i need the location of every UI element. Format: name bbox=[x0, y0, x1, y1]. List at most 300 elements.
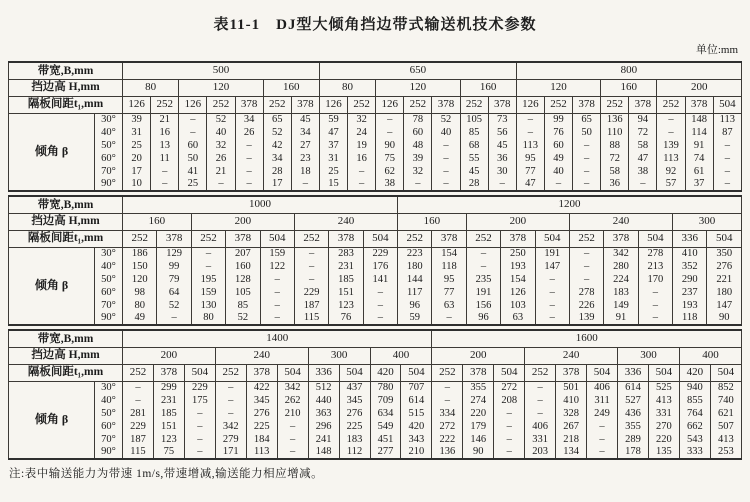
capacity-value: 118 bbox=[673, 312, 707, 325]
capacity-value: 16 bbox=[348, 152, 376, 165]
partition-spacing-value: 378 bbox=[463, 364, 494, 381]
capacity-value: 221 bbox=[707, 273, 742, 286]
capacity-value: 40 bbox=[432, 126, 460, 139]
capacity-value: 141 bbox=[363, 273, 397, 286]
side-height-value: 80 bbox=[123, 79, 179, 96]
capacity-value: 180 bbox=[707, 286, 742, 299]
capacity-value: 156 bbox=[466, 299, 500, 312]
partition-spacing-value: 378 bbox=[685, 96, 713, 113]
partition-spacing-value: 504 bbox=[535, 230, 569, 247]
capacity-value: – bbox=[207, 178, 235, 191]
row-label-partition-spacing: 隔板间距t₁,mm bbox=[9, 364, 123, 381]
capacity-value: 183 bbox=[604, 286, 638, 299]
capacity-value: 80 bbox=[123, 299, 157, 312]
capacity-value: 62 bbox=[376, 165, 404, 178]
capacity-value: – bbox=[432, 178, 460, 191]
unit-label: 单位:mm bbox=[695, 44, 738, 56]
capacity-value: 75 bbox=[376, 152, 404, 165]
capacity-value: 272 bbox=[494, 381, 525, 394]
row-label-side-height: 挡边高 H,mm bbox=[9, 347, 123, 364]
row-label-partition-spacing: 隔板间距t₁,mm bbox=[9, 230, 123, 247]
capacity-value: 50 bbox=[573, 126, 601, 139]
partition-spacing-value: 252 bbox=[191, 230, 225, 247]
partition-spacing-value: 378 bbox=[153, 364, 184, 381]
band-width-value: 800 bbox=[516, 62, 741, 79]
capacity-value: 515 bbox=[401, 407, 432, 420]
capacity-value: 38 bbox=[629, 165, 657, 178]
capacity-value: 223 bbox=[398, 247, 432, 260]
capacity-value: 940 bbox=[679, 381, 710, 394]
row-label-incline-angle: 倾角 β bbox=[9, 247, 95, 325]
partition-spacing-value: 126 bbox=[179, 96, 207, 113]
capacity-value: 94 bbox=[629, 113, 657, 126]
row-label-band-width: 带宽,B,mm bbox=[9, 196, 123, 213]
partition-spacing-value: 252 bbox=[348, 96, 376, 113]
capacity-value: 134 bbox=[556, 446, 587, 459]
capacity-value: – bbox=[587, 433, 618, 446]
capacity-value: 60 bbox=[404, 126, 432, 139]
capacity-value: 78 bbox=[404, 113, 432, 126]
capacity-value: – bbox=[291, 178, 319, 191]
capacity-value: 250 bbox=[501, 247, 535, 260]
capacity-value: 740 bbox=[710, 394, 741, 407]
capacity-value: – bbox=[494, 433, 525, 446]
capacity-value: 662 bbox=[679, 420, 710, 433]
capacity-value: 527 bbox=[618, 394, 649, 407]
capacity-value: 193 bbox=[673, 299, 707, 312]
capacity-value: 72 bbox=[601, 152, 629, 165]
capacity-value: – bbox=[294, 273, 328, 286]
capacity-value: – bbox=[638, 312, 672, 325]
partition-spacing-value: 252 bbox=[123, 230, 157, 247]
row-label-incline-angle: 倾角 β bbox=[9, 381, 95, 459]
partition-spacing-value: 252 bbox=[544, 96, 572, 113]
capacity-value: 311 bbox=[587, 394, 618, 407]
capacity-value: 249 bbox=[587, 407, 618, 420]
capacity-value: 85 bbox=[226, 299, 260, 312]
side-height-value: 80 bbox=[319, 79, 375, 96]
capacity-value: 235 bbox=[466, 273, 500, 286]
capacity-value: – bbox=[184, 407, 215, 420]
capacity-value: – bbox=[569, 273, 603, 286]
capacity-value: – bbox=[432, 312, 466, 325]
capacity-value: 231 bbox=[153, 394, 184, 407]
capacity-value: 37 bbox=[319, 139, 347, 152]
capacity-value: 543 bbox=[679, 433, 710, 446]
capacity-value: 65 bbox=[573, 113, 601, 126]
capacity-value: 276 bbox=[707, 260, 742, 273]
capacity-value: 195 bbox=[191, 273, 225, 286]
capacity-value: – bbox=[184, 433, 215, 446]
capacity-value: 159 bbox=[260, 247, 294, 260]
capacity-value: 350 bbox=[707, 247, 742, 260]
capacity-value: 95 bbox=[432, 273, 466, 286]
capacity-value: – bbox=[191, 260, 225, 273]
capacity-value: – bbox=[638, 286, 672, 299]
capacity-value: 420 bbox=[401, 420, 432, 433]
partition-spacing-value: 336 bbox=[308, 364, 339, 381]
capacity-value: – bbox=[184, 420, 215, 433]
capacity-value: 331 bbox=[648, 407, 679, 420]
capacity-value: 355 bbox=[618, 420, 649, 433]
partition-spacing-value: 252 bbox=[215, 364, 246, 381]
capacity-value: – bbox=[260, 273, 294, 286]
capacity-value: 229 bbox=[184, 381, 215, 394]
capacity-value: – bbox=[525, 407, 556, 420]
capacity-value: 17 bbox=[263, 178, 291, 191]
capacity-value: 105 bbox=[460, 113, 488, 126]
capacity-value: 48 bbox=[404, 139, 432, 152]
capacity-value: 191 bbox=[535, 247, 569, 260]
partition-spacing-value: 252 bbox=[263, 96, 291, 113]
partition-spacing-value: 378 bbox=[432, 230, 466, 247]
capacity-value: 25 bbox=[319, 165, 347, 178]
partition-spacing-value: 252 bbox=[123, 364, 154, 381]
capacity-value: 123 bbox=[153, 433, 184, 446]
capacity-value: 147 bbox=[535, 260, 569, 273]
capacity-value: 34 bbox=[235, 113, 263, 126]
capacity-value: 270 bbox=[648, 420, 679, 433]
partition-spacing-value: 252 bbox=[432, 364, 463, 381]
capacity-value: 299 bbox=[153, 381, 184, 394]
partition-spacing-value: 378 bbox=[246, 364, 277, 381]
capacity-value: 91 bbox=[685, 139, 713, 152]
capacity-value: 77 bbox=[432, 286, 466, 299]
capacity-value: 148 bbox=[308, 446, 339, 459]
side-height-value: 400 bbox=[370, 347, 432, 364]
capacity-value: 290 bbox=[673, 273, 707, 286]
angle-value: 40° bbox=[95, 260, 123, 273]
capacity-value: – bbox=[494, 407, 525, 420]
capacity-value: – bbox=[535, 299, 569, 312]
capacity-value: – bbox=[569, 247, 603, 260]
spec-table-section-3 bbox=[8, 329, 742, 460]
capacity-value: 437 bbox=[339, 381, 370, 394]
side-height-value: 160 bbox=[263, 79, 319, 96]
capacity-value: 58 bbox=[601, 165, 629, 178]
capacity-value: 99 bbox=[544, 113, 572, 126]
capacity-value: 634 bbox=[370, 407, 401, 420]
capacity-value: – bbox=[277, 433, 308, 446]
capacity-value: – bbox=[544, 178, 572, 191]
capacity-value: 45 bbox=[460, 165, 488, 178]
capacity-value: 23 bbox=[291, 152, 319, 165]
capacity-value: – bbox=[363, 312, 397, 325]
capacity-value: 175 bbox=[184, 394, 215, 407]
capacity-value: – bbox=[535, 286, 569, 299]
capacity-value: 187 bbox=[123, 433, 154, 446]
capacity-value: – bbox=[535, 273, 569, 286]
capacity-value: 225 bbox=[246, 420, 277, 433]
angle-value: 60° bbox=[95, 420, 123, 433]
capacity-value: 176 bbox=[363, 260, 397, 273]
capacity-value: – bbox=[573, 139, 601, 152]
capacity-value: – bbox=[573, 152, 601, 165]
partition-spacing-value: 252 bbox=[601, 96, 629, 113]
capacity-value: 56 bbox=[488, 126, 516, 139]
footnote: 注:表中输送能力为带速 1m/s,带速增减,输送能力相应增减。 bbox=[9, 468, 324, 480]
capacity-value: 91 bbox=[604, 312, 638, 325]
capacity-value: 179 bbox=[463, 420, 494, 433]
capacity-value: – bbox=[713, 139, 741, 152]
capacity-value: – bbox=[151, 178, 179, 191]
side-height-value: 240 bbox=[525, 347, 618, 364]
side-height-value: 120 bbox=[376, 79, 460, 96]
capacity-value: 15 bbox=[319, 178, 347, 191]
capacity-value: 45 bbox=[488, 139, 516, 152]
partition-spacing-value: 504 bbox=[648, 364, 679, 381]
capacity-value: – bbox=[466, 260, 500, 273]
partition-spacing-value: 336 bbox=[673, 230, 707, 247]
capacity-value: 852 bbox=[710, 381, 741, 394]
partition-spacing-value: 336 bbox=[618, 364, 649, 381]
capacity-value: 113 bbox=[516, 139, 544, 152]
capacity-value: – bbox=[432, 152, 460, 165]
capacity-value: 507 bbox=[710, 420, 741, 433]
band-width-value: 1400 bbox=[123, 330, 432, 347]
capacity-value: 110 bbox=[601, 126, 629, 139]
capacity-value: – bbox=[215, 407, 246, 420]
capacity-value: – bbox=[215, 394, 246, 407]
capacity-value: 72 bbox=[629, 126, 657, 139]
capacity-value: 406 bbox=[525, 420, 556, 433]
angle-value: 50° bbox=[95, 407, 123, 420]
capacity-value: 136 bbox=[601, 113, 629, 126]
partition-spacing-value: 504 bbox=[707, 230, 742, 247]
capacity-value: 210 bbox=[401, 446, 432, 459]
capacity-value: – bbox=[348, 165, 376, 178]
capacity-value: 120 bbox=[123, 273, 157, 286]
capacity-value: 187 bbox=[294, 299, 328, 312]
capacity-value: 855 bbox=[679, 394, 710, 407]
capacity-value: 147 bbox=[707, 299, 742, 312]
capacity-value: 183 bbox=[339, 433, 370, 446]
capacity-value: 614 bbox=[618, 381, 649, 394]
capacity-value: 85 bbox=[460, 126, 488, 139]
capacity-value: – bbox=[488, 178, 516, 191]
capacity-value: 115 bbox=[123, 446, 154, 459]
angle-value: 60° bbox=[95, 152, 123, 165]
capacity-value: 229 bbox=[363, 247, 397, 260]
capacity-value: 237 bbox=[673, 286, 707, 299]
partition-spacing-value: 252 bbox=[294, 230, 328, 247]
capacity-value: – bbox=[573, 178, 601, 191]
partition-spacing-value: 252 bbox=[525, 364, 556, 381]
capacity-value: 26 bbox=[235, 126, 263, 139]
capacity-value: – bbox=[191, 247, 225, 260]
side-height-value: 300 bbox=[308, 347, 370, 364]
spec-table-section-1 bbox=[8, 61, 742, 192]
side-height-value: 200 bbox=[432, 347, 525, 364]
angle-value: 90° bbox=[95, 446, 123, 459]
side-height-value: 400 bbox=[679, 347, 741, 364]
capacity-value: – bbox=[235, 178, 263, 191]
capacity-value: 342 bbox=[604, 247, 638, 260]
capacity-value: 276 bbox=[246, 407, 277, 420]
side-height-value: 160 bbox=[601, 79, 657, 96]
capacity-value: 57 bbox=[657, 178, 685, 191]
capacity-value: 281 bbox=[123, 407, 154, 420]
capacity-value: 352 bbox=[673, 260, 707, 273]
angle-value: 70° bbox=[95, 433, 123, 446]
capacity-value: 99 bbox=[157, 260, 191, 273]
capacity-value: 40 bbox=[207, 126, 235, 139]
capacity-value: 413 bbox=[648, 394, 679, 407]
capacity-value: 129 bbox=[157, 247, 191, 260]
capacity-value: 38 bbox=[376, 178, 404, 191]
capacity-value: 59 bbox=[398, 312, 432, 325]
capacity-value: 707 bbox=[401, 381, 432, 394]
capacity-value: 52 bbox=[226, 312, 260, 325]
partition-spacing-value: 378 bbox=[291, 96, 319, 113]
angle-value: 30° bbox=[95, 381, 123, 394]
capacity-value: 512 bbox=[308, 381, 339, 394]
capacity-value: 210 bbox=[277, 407, 308, 420]
capacity-value: – bbox=[432, 165, 460, 178]
capacity-value: 207 bbox=[226, 247, 260, 260]
partition-spacing-value: 378 bbox=[488, 96, 516, 113]
capacity-value: 709 bbox=[370, 394, 401, 407]
capacity-value: 32 bbox=[404, 165, 432, 178]
capacity-value: – bbox=[260, 286, 294, 299]
capacity-value: – bbox=[587, 446, 618, 459]
angle-value: 30° bbox=[95, 113, 123, 126]
capacity-value: – bbox=[348, 178, 376, 191]
capacity-value: 27 bbox=[291, 139, 319, 152]
capacity-value: 229 bbox=[294, 286, 328, 299]
capacity-value: 114 bbox=[685, 126, 713, 139]
capacity-value: 10 bbox=[123, 178, 151, 191]
capacity-value: 39 bbox=[404, 152, 432, 165]
capacity-value: 525 bbox=[648, 381, 679, 394]
capacity-value: 277 bbox=[370, 446, 401, 459]
side-height-value: 160 bbox=[123, 213, 192, 230]
capacity-value: 73 bbox=[488, 113, 516, 126]
capacity-value: 621 bbox=[710, 407, 741, 420]
partition-spacing-value: 252 bbox=[207, 96, 235, 113]
capacity-value: 139 bbox=[657, 139, 685, 152]
capacity-value: 28 bbox=[460, 178, 488, 191]
row-label-partition-spacing: 隔板间距t₁,mm bbox=[9, 96, 123, 113]
capacity-value: 614 bbox=[401, 394, 432, 407]
capacity-value: 363 bbox=[308, 407, 339, 420]
angle-value: 70° bbox=[95, 299, 123, 312]
capacity-value: 328 bbox=[556, 407, 587, 420]
capacity-value: 180 bbox=[398, 260, 432, 273]
partition-spacing-value: 126 bbox=[123, 96, 151, 113]
side-height-value: 300 bbox=[618, 347, 680, 364]
capacity-value: – bbox=[432, 394, 463, 407]
capacity-value: – bbox=[277, 420, 308, 433]
capacity-value: – bbox=[179, 126, 207, 139]
capacity-value: – bbox=[376, 126, 404, 139]
capacity-value: – bbox=[587, 420, 618, 433]
angle-value: 60° bbox=[95, 286, 123, 299]
capacity-value: 58 bbox=[629, 139, 657, 152]
capacity-value: 55 bbox=[460, 152, 488, 165]
capacity-value: 342 bbox=[215, 420, 246, 433]
capacity-value: 49 bbox=[544, 152, 572, 165]
capacity-value: 218 bbox=[556, 433, 587, 446]
capacity-value: 280 bbox=[604, 260, 638, 273]
capacity-value: 52 bbox=[263, 126, 291, 139]
capacity-value: 36 bbox=[601, 178, 629, 191]
capacity-value: 262 bbox=[277, 394, 308, 407]
capacity-value: 231 bbox=[329, 260, 363, 273]
capacity-value: 345 bbox=[246, 394, 277, 407]
capacity-value: 501 bbox=[556, 381, 587, 394]
capacity-value: – bbox=[235, 139, 263, 152]
capacity-value: – bbox=[569, 260, 603, 273]
capacity-value: 185 bbox=[153, 407, 184, 420]
angle-value: 30° bbox=[95, 247, 123, 260]
capacity-value: 122 bbox=[260, 260, 294, 273]
capacity-value: 279 bbox=[215, 433, 246, 446]
capacity-value: – bbox=[573, 165, 601, 178]
capacity-value: 34 bbox=[291, 126, 319, 139]
partition-spacing-value: 420 bbox=[370, 364, 401, 381]
capacity-value: – bbox=[516, 126, 544, 139]
capacity-value: 144 bbox=[398, 273, 432, 286]
capacity-value: 203 bbox=[525, 446, 556, 459]
partition-spacing-value: 252 bbox=[657, 96, 685, 113]
capacity-value: – bbox=[260, 312, 294, 325]
partition-spacing-value: 504 bbox=[587, 364, 618, 381]
capacity-value: 151 bbox=[153, 420, 184, 433]
capacity-value: 123 bbox=[329, 299, 363, 312]
capacity-value: 289 bbox=[618, 433, 649, 446]
capacity-value: 21 bbox=[151, 113, 179, 126]
capacity-value: 96 bbox=[398, 299, 432, 312]
capacity-value: 112 bbox=[339, 446, 370, 459]
capacity-value: – bbox=[179, 113, 207, 126]
capacity-value: 225 bbox=[339, 420, 370, 433]
partition-spacing-value: 378 bbox=[629, 96, 657, 113]
side-height-value: 240 bbox=[215, 347, 308, 364]
capacity-value: 75 bbox=[153, 446, 184, 459]
capacity-value: 191 bbox=[466, 286, 500, 299]
partition-spacing-value: 378 bbox=[329, 230, 363, 247]
partition-spacing-value: 378 bbox=[432, 96, 460, 113]
capacity-value: 95 bbox=[516, 152, 544, 165]
capacity-value: 52 bbox=[157, 299, 191, 312]
capacity-value: 45 bbox=[291, 113, 319, 126]
capacity-value: – bbox=[123, 381, 154, 394]
partition-spacing-value: 378 bbox=[157, 230, 191, 247]
capacity-value: 79 bbox=[157, 273, 191, 286]
capacity-value: 41 bbox=[179, 165, 207, 178]
capacity-value: 178 bbox=[618, 446, 649, 459]
capacity-value: 32 bbox=[348, 113, 376, 126]
capacity-value: 52 bbox=[207, 113, 235, 126]
partition-spacing-value: 504 bbox=[494, 364, 525, 381]
capacity-value: – bbox=[376, 113, 404, 126]
capacity-value: 345 bbox=[339, 394, 370, 407]
capacity-value: 60 bbox=[179, 139, 207, 152]
capacity-value: 222 bbox=[432, 433, 463, 446]
partition-spacing-value: 504 bbox=[401, 364, 432, 381]
capacity-value: 31 bbox=[123, 126, 151, 139]
capacity-value: 74 bbox=[685, 152, 713, 165]
capacity-value: 20 bbox=[123, 152, 151, 165]
capacity-value: 151 bbox=[329, 286, 363, 299]
capacity-value: 276 bbox=[339, 407, 370, 420]
capacity-value: 185 bbox=[329, 273, 363, 286]
capacity-value: 28 bbox=[263, 165, 291, 178]
capacity-value: 113 bbox=[713, 113, 741, 126]
capacity-value: 343 bbox=[401, 433, 432, 446]
capacity-value: – bbox=[277, 446, 308, 459]
